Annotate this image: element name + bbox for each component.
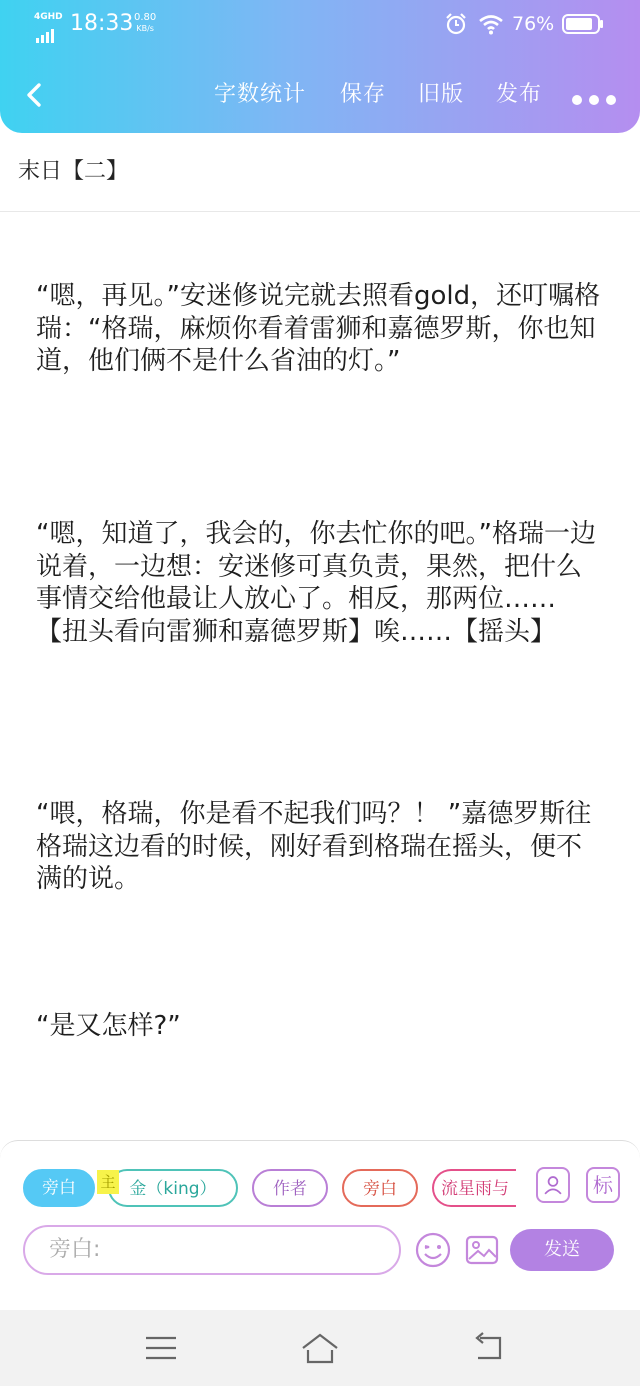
menu-icon[interactable] — [141, 1328, 181, 1368]
person-card-icon[interactable] — [536, 1167, 570, 1203]
paragraph[interactable]: “嗯，再见。”安迷修说完就去照看gold，还叮嘱格瑞：“格瑞，麻烦你看着雷狮和嘉德罗斯，你也知道，他们俩不是什么省油的灯。” — [36, 281, 601, 376]
role-chip-meteor[interactable]: 流星雨与 — [432, 1169, 516, 1207]
app-header — [0, 0, 640, 133]
mark-icon[interactable]: 标 — [586, 1167, 620, 1203]
image-icon[interactable] — [463, 1231, 501, 1269]
home-icon[interactable] — [300, 1328, 340, 1368]
more-dots-icon[interactable] — [572, 90, 624, 102]
clock: 18:33 — [70, 11, 134, 36]
old-version-button[interactable]: 旧版 — [418, 82, 465, 107]
status-bar — [0, 0, 640, 50]
role-chip-narrator[interactable]: 旁白 — [342, 1169, 418, 1207]
role-chip-lead[interactable]: 金（king） — [108, 1169, 238, 1207]
paragraph[interactable]: “喂，格瑞，你是看不起我们吗？！ ”嘉德罗斯往格瑞这边看的时候，刚好看到格瑞在摇头，便不满的说。 — [36, 799, 592, 894]
toolbar — [0, 62, 640, 128]
paragraph[interactable]: “是又怎样?” — [36, 1011, 181, 1041]
network-speed — [134, 12, 156, 34]
input-placeholder: 旁白: — [49, 1237, 101, 1262]
alarm-icon — [444, 12, 468, 36]
send-button[interactable]: 发送 — [510, 1229, 614, 1271]
battery-icon — [562, 14, 604, 34]
save-button[interactable]: 保存 — [340, 82, 387, 107]
lead-role-badge: 主 — [97, 1170, 119, 1194]
speed-unit: KB/s — [136, 24, 154, 33]
back-arrow-icon[interactable] — [468, 1328, 508, 1368]
publish-button[interactable]: 发布 — [496, 82, 543, 107]
composer-bottom-band — [0, 1280, 640, 1310]
wifi-icon — [478, 12, 504, 36]
signal-icon — [34, 12, 64, 36]
role-chip-author[interactable]: 作者 — [252, 1169, 328, 1207]
network-type: 4GHD — [34, 12, 63, 22]
word-count-button[interactable]: 字数统计 — [214, 82, 307, 107]
document-title-bar[interactable] — [0, 133, 640, 212]
system-navigation-bar — [0, 1310, 640, 1386]
document-title[interactable]: 末日【二】 — [18, 159, 129, 184]
battery-percent: 76% — [512, 13, 555, 35]
message-composer — [0, 1140, 640, 1281]
back-icon[interactable] — [20, 80, 48, 110]
paragraph[interactable]: “嗯，知道了，我会的，你去忙你的吧。”格瑞一边说着，一边想：安迷修可真负责，果然，把什么事情交给他最让人放心了。相反，那两位…… 【扭头看向雷狮和嘉德罗斯】唉……【摇头】 — [36, 519, 596, 647]
speed-value: 0.80 — [134, 12, 157, 23]
role-chip-narrator-active[interactable]: 旁白 — [23, 1169, 95, 1207]
message-input[interactable] — [23, 1225, 401, 1275]
emoji-icon[interactable] — [414, 1231, 452, 1269]
